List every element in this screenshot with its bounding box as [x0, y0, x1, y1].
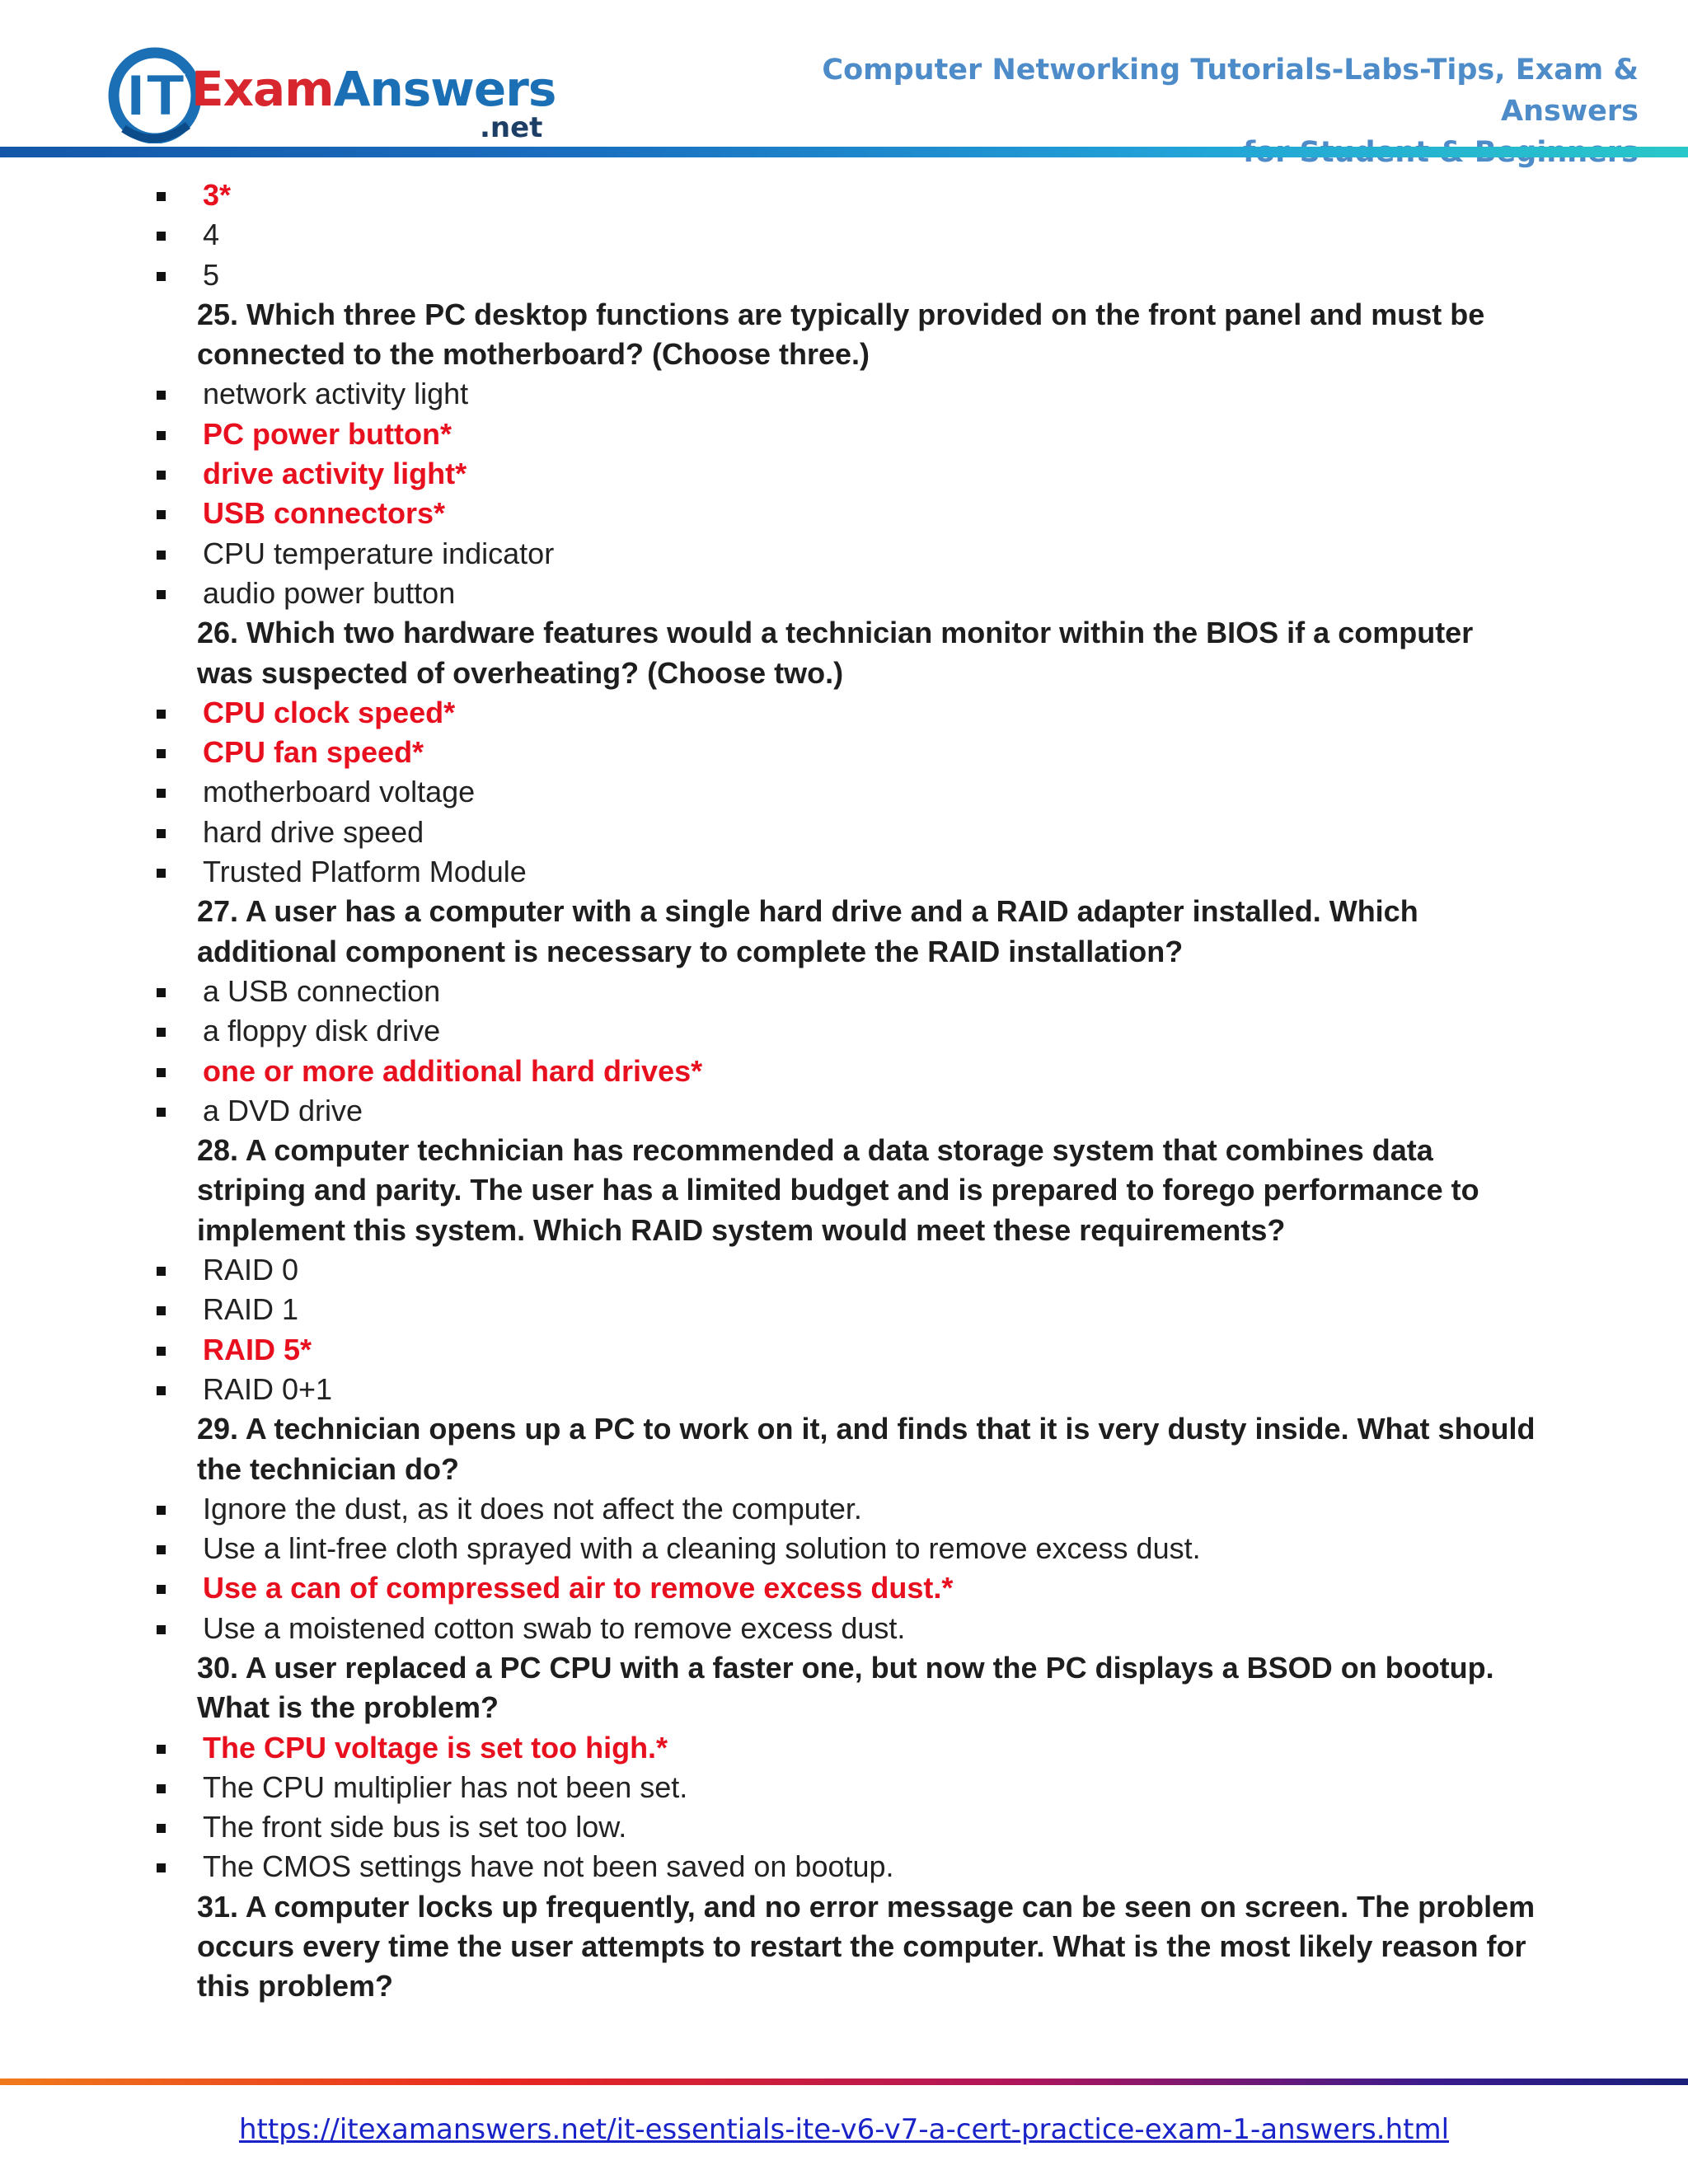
bullet-square-icon [157, 1863, 166, 1872]
answer-option [0, 1609, 1688, 1648]
question-text: 28. A computer technician has recommended a data storage system that combines data [197, 1133, 1433, 1168]
question-text: 29. A technician opens up a PC to work on it, and finds that it is very dusty inside. What should [197, 1412, 1536, 1446]
question-text: the technician do? [197, 1451, 460, 1486]
answer-text: a DVD drive [203, 1093, 363, 1127]
answer-text: audio power button [203, 575, 456, 610]
answer-option [0, 1250, 1688, 1290]
bullet-square-icon [157, 1068, 166, 1077]
logo-answers-text: Answers [333, 61, 556, 117]
question-line [0, 1450, 1688, 1489]
bullet-square-icon [157, 710, 166, 719]
question-text: 30. A user replaced a PC CPU with a faster one, but now the PC displays a BSOD on bootup. [197, 1650, 1494, 1685]
question-line [0, 1131, 1688, 1170]
correct-answer-text: 3* [203, 178, 232, 212]
question-line [0, 1688, 1688, 1727]
question-text: 26. Which two hardware features would a technician monitor within the BIOS if a computer [197, 616, 1474, 650]
answer-text: CPU temperature indicator [203, 536, 555, 570]
answer-option [0, 374, 1688, 414]
question-line [0, 932, 1688, 972]
header-divider-bar [0, 147, 1688, 157]
answer-option [0, 1807, 1688, 1847]
answer-option [0, 1568, 1688, 1608]
correct-answer-text: The CPU voltage is set too high.* [203, 1730, 668, 1765]
answer-text: 4 [203, 218, 220, 252]
bullet-square-icon [157, 551, 166, 560]
question-line [0, 1170, 1688, 1210]
answer-text: The front side bus is set too low. [203, 1810, 627, 1844]
bullet-square-icon [157, 431, 166, 440]
question-text: connected to the motherboard? (Choose three.) [197, 337, 870, 372]
answer-option [0, 1330, 1688, 1370]
answer-option [0, 733, 1688, 772]
question-line [0, 1966, 1688, 2006]
question-text: What is the problem? [197, 1690, 499, 1725]
question-text: 27. A user has a computer with a single hard drive and a RAID adapter installed. Which [197, 894, 1418, 929]
bullet-square-icon [157, 829, 166, 838]
question-line [0, 1927, 1688, 1966]
answer-option [0, 1489, 1688, 1529]
answer-text: Ignore the dust, as it does not affect the computer. [203, 1491, 862, 1526]
bullet-square-icon [157, 590, 166, 599]
answer-option [0, 813, 1688, 852]
bullet-square-icon [157, 789, 166, 798]
question-line [0, 1409, 1688, 1449]
bullet-square-icon [157, 510, 166, 519]
logo-exam-text: Exam [191, 61, 334, 117]
answer-option [0, 1052, 1688, 1091]
question-line [0, 1211, 1688, 1250]
question-text: 25. Which three PC desktop functions are typically provided on the front panel and must be [197, 297, 1485, 331]
answer-option [0, 454, 1688, 494]
answer-option [0, 215, 1688, 255]
bullet-square-icon [157, 1585, 166, 1594]
bullet-square-icon [157, 1306, 166, 1315]
answer-text: a floppy disk drive [203, 1014, 441, 1048]
question-line [0, 295, 1688, 335]
logo-net-text: .net [480, 111, 543, 144]
question-text: 31. A computer locks up frequently, and no error message can be seen on screen. The problem [197, 1889, 1536, 1924]
correct-answer-text: PC power button* [203, 416, 452, 451]
answer-option [0, 1728, 1688, 1768]
answer-option [0, 176, 1688, 215]
answer-option [0, 972, 1688, 1011]
answer-option [0, 255, 1688, 295]
correct-answer-text: Use a can of compressed air to remove excess dust.* [203, 1571, 954, 1605]
bullet-square-icon [157, 1028, 166, 1037]
bullet-square-icon [157, 272, 166, 281]
answer-text: RAID 0 [203, 1253, 299, 1287]
logo-it-mark [106, 36, 203, 143]
answer-text: Use a moistened cotton swab to remove excess dust. [203, 1610, 906, 1645]
question-text: striping and parity. The user has a limited budget and is prepared to forego performance to [197, 1173, 1479, 1207]
answer-text: network activity light [203, 377, 469, 411]
tagline-line-1: Computer Networking Tutorials-Labs-Tips, Exam & Answers [822, 54, 1639, 128]
correct-answer-text: USB connectors* [203, 496, 446, 531]
question-line [0, 335, 1688, 374]
question-text: this problem? [197, 1969, 394, 2004]
answer-option [0, 1847, 1688, 1886]
bullet-square-icon [157, 749, 166, 758]
bullet-square-icon [157, 1108, 166, 1117]
answer-option [0, 574, 1688, 613]
answer-option [0, 534, 1688, 574]
answer-option [0, 1370, 1688, 1409]
correct-answer-text: CPU clock speed* [203, 695, 456, 729]
answer-text: hard drive speed [203, 814, 424, 849]
correct-answer-text: one or more additional hard drives* [203, 1053, 703, 1088]
question-text: additional component is necessary to complete the RAID installation? [197, 934, 1184, 968]
page-header [0, 0, 1688, 165]
question-line [0, 1887, 1688, 1927]
bullet-square-icon [157, 471, 166, 480]
bullet-square-icon [157, 192, 166, 201]
logo-it-text: IT [125, 64, 185, 129]
question-line [0, 613, 1688, 653]
answer-option [0, 1768, 1688, 1807]
correct-answer-text: drive activity light* [203, 457, 467, 491]
answer-text: RAID 0+1 [203, 1371, 333, 1406]
answer-option [0, 772, 1688, 812]
bullet-square-icon [157, 391, 166, 400]
bullet-square-icon [157, 1267, 166, 1276]
bullet-square-icon [157, 232, 166, 241]
exam-content [0, 176, 1688, 2007]
question-text: implement this system. Which RAID system would meet these requirements? [197, 1212, 1286, 1247]
bullet-square-icon [157, 1784, 166, 1793]
answer-option [0, 693, 1688, 733]
question-line [0, 892, 1688, 931]
answer-option [0, 494, 1688, 533]
bullet-square-icon [157, 1506, 166, 1515]
question-line [0, 1648, 1688, 1688]
answer-text: RAID 1 [203, 1292, 299, 1327]
bullet-square-icon [157, 1545, 166, 1554]
answer-text: The CPU multiplier has not been set. [203, 1769, 688, 1804]
bullet-square-icon [157, 1386, 166, 1395]
question-text: was suspected of overheating? (Choose two.) [197, 655, 844, 690]
bullet-square-icon [157, 1745, 166, 1754]
bullet-square-icon [157, 988, 166, 997]
footer-divider-bar [0, 2079, 1688, 2085]
answer-option [0, 1529, 1688, 1568]
footer-source-link[interactable]: https://itexamanswers.net/it-essentials-ite-v6-v7-a-cert-practice-exam-1-answers.html [238, 2113, 1450, 2146]
bullet-square-icon [157, 1347, 166, 1356]
correct-answer-text: CPU fan speed* [203, 735, 424, 770]
answer-text: Trusted Platform Module [203, 855, 527, 889]
bullet-square-icon [157, 1625, 166, 1634]
logo-wordmark [191, 63, 556, 115]
answer-option [0, 1091, 1688, 1131]
bullet-square-icon [157, 1824, 166, 1833]
answer-option [0, 1011, 1688, 1051]
site-logo[interactable] [106, 33, 556, 148]
answer-option [0, 415, 1688, 454]
question-text: occurs every time the user attempts to restart the computer. What is the most likely reason for [197, 1929, 1526, 1964]
correct-answer-text: RAID 5* [203, 1332, 312, 1366]
answer-text: 5 [203, 257, 220, 292]
answer-option [0, 1290, 1688, 1329]
bullet-square-icon [157, 869, 166, 878]
answer-text: motherboard voltage [203, 775, 476, 809]
answer-option [0, 852, 1688, 892]
question-line [0, 654, 1688, 693]
answer-text: The CMOS settings have not been saved on bootup. [203, 1849, 894, 1884]
answer-text: a USB connection [203, 973, 441, 1008]
answer-text: Use a lint-free cloth sprayed with a cleaning solution to remove excess dust. [203, 1531, 1201, 1566]
